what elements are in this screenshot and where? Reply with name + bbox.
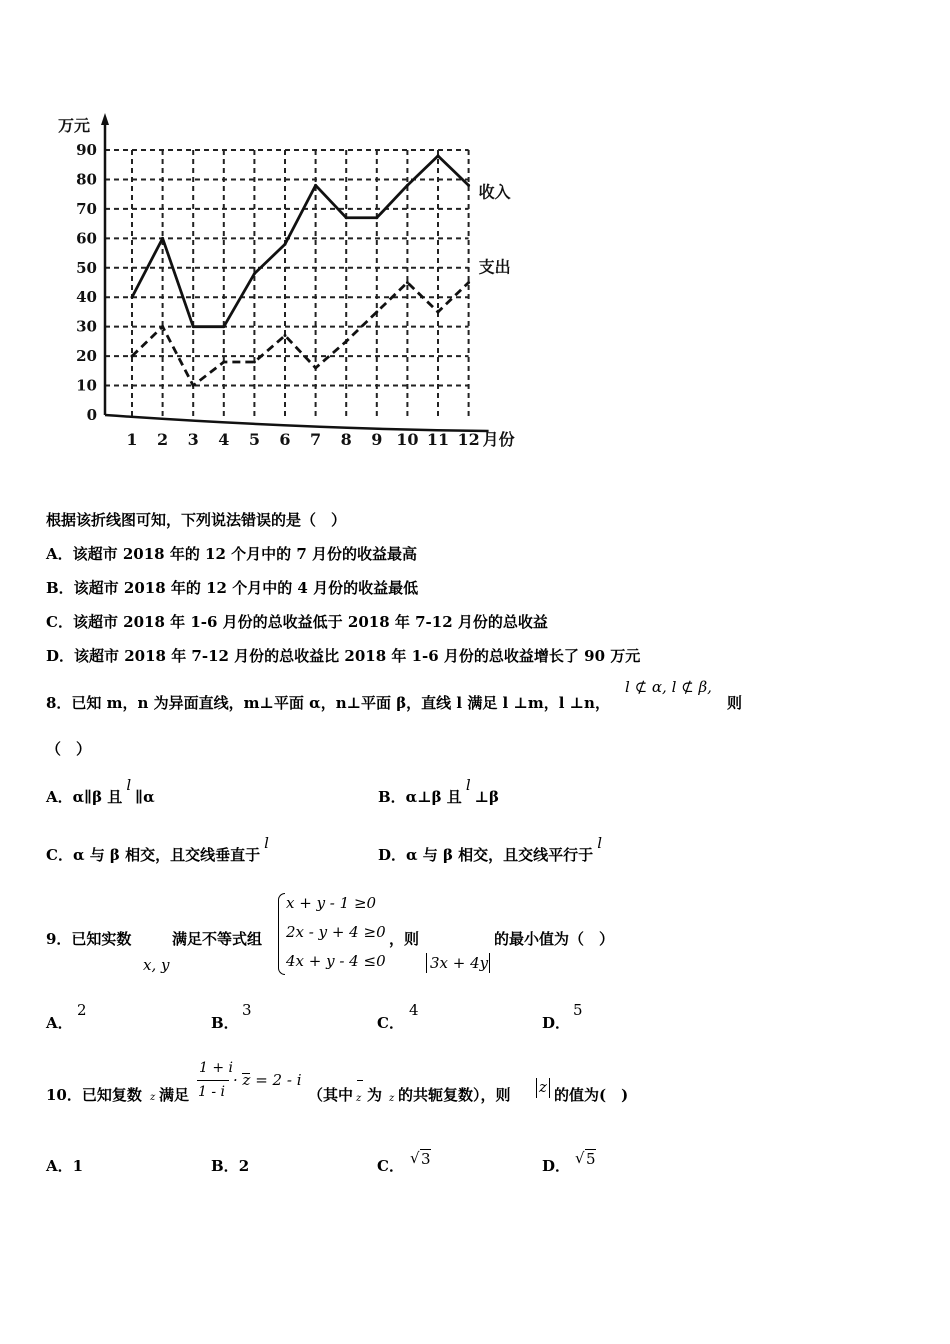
data-point (284, 334, 287, 337)
q8-stem: 8．已知 m，n 为异面直线，m⊥平面 α，n⊥平面 β，直线 l 满足 l ⊥m，l ⊥n， (46, 694, 610, 712)
q7-option-b[interactable]: B．该超市 2018 年的 12 个月中的 4 月份的收益最低 (46, 579, 419, 597)
x-tick-label: 2 (157, 430, 169, 449)
q10-abs-right (549, 1078, 550, 1098)
data-point (284, 243, 287, 246)
q7-option-a[interactable]: A．该超市 2018 年的 12 个月中的 7 月份的收益最高 (46, 545, 418, 563)
x-tick-label: 1 (126, 430, 138, 449)
q9-post: 的最小值为（ ） (494, 930, 615, 948)
y-tick-label: 10 (76, 376, 97, 395)
q9-option-c-value: 4 (409, 1001, 419, 1019)
q8-option-d-var: l (597, 834, 602, 852)
x-tick-label: 7 (310, 430, 322, 449)
q10-post: 的值为( ) (554, 1086, 629, 1104)
q8-option-c-var: l (264, 834, 269, 852)
x-tick-label: 6 (279, 430, 291, 449)
x-tick-label: 8 (340, 430, 352, 449)
data-point (406, 281, 409, 284)
q8-option-c-pre: C．α 与 β 相交，且交线垂直于 (46, 846, 261, 864)
q10-option-a-label: A． (46, 1157, 73, 1175)
q10-zbar-bar (357, 1080, 363, 1081)
data-point (375, 310, 378, 313)
q8-option-b-var: l (465, 776, 471, 794)
q8-option-b-pre: B．α⊥β 且 (378, 788, 462, 806)
q10-equation-rhs: · z = 2 - i (233, 1071, 302, 1089)
q9-abs-right (489, 953, 490, 973)
q10-option-c-label: C． (377, 1157, 404, 1175)
q9-option-d[interactable] (542, 1013, 570, 1033)
x-tick-label: 11 (426, 430, 450, 449)
q9-inequality-2: 2x - y + 4 ≥0 (286, 923, 386, 941)
q8-option-d[interactable] (378, 834, 602, 865)
q9-expression: 3x + 4y (430, 954, 489, 972)
y-tick-label: 60 (76, 229, 97, 248)
q10-option-d[interactable] (542, 1156, 570, 1176)
data-point (314, 184, 317, 187)
q9-option-c-label: C． (377, 1014, 404, 1032)
x-tick-label: 9 (371, 430, 383, 449)
q9-option-d-label: D． (542, 1014, 571, 1032)
data-point (253, 361, 256, 364)
q10-paren-pre: （其中 (308, 1086, 354, 1104)
q9-inequality-1: x + y - 1 ≥0 (286, 894, 377, 912)
q10-zbar-var: z (356, 1093, 362, 1104)
q10-option-a[interactable] (46, 1156, 83, 1176)
y-tick-label: 70 (76, 199, 97, 218)
q9-pre: 9．已知实数 (46, 930, 132, 948)
data-point (467, 281, 470, 284)
q9-option-c[interactable] (377, 1013, 404, 1033)
q9-brace (278, 893, 285, 975)
data-point (314, 366, 317, 369)
q10-option-c-value: 3 (421, 1150, 431, 1168)
q8-option-a-var: l (126, 776, 132, 794)
q8-option-c[interactable] (46, 834, 269, 865)
data-point (131, 355, 134, 358)
y-tick-label: 30 (76, 317, 97, 336)
q9-vars: x, y (143, 956, 170, 974)
x-tick-label: 4 (218, 430, 230, 449)
chart-svg (40, 105, 550, 475)
q10-option-b[interactable] (211, 1156, 249, 1176)
q10-z-var: z (150, 1092, 156, 1103)
y-tick-label: 50 (76, 258, 97, 277)
data-point (161, 325, 164, 328)
data-point (406, 184, 409, 187)
q9-inequality-3: 4x + y - 4 ≤0 (286, 952, 386, 970)
data-point (222, 325, 225, 328)
q8-option-b[interactable] (378, 776, 499, 807)
series-label-income: 收入 (478, 182, 511, 202)
x-tick-label: 10 (396, 430, 419, 449)
q10-fraction-denominator: 1 - i (198, 1084, 226, 1100)
q9-option-d-value: 5 (573, 1001, 583, 1019)
q9-option-b-label: B． (211, 1014, 239, 1032)
q10-option-c[interactable] (377, 1156, 404, 1176)
q9-then: ，则 (389, 930, 420, 948)
q8-option-b-post: ⊥β (474, 788, 499, 806)
data-point (192, 384, 195, 387)
q10-pre: 10．已知复数 (46, 1086, 142, 1104)
q10-paren-post: 的共轭复数），则 (398, 1086, 511, 1104)
q8-option-d-pre: D．α 与 β 相交，且交线平行于 (378, 846, 594, 864)
q10-option-a-value: 1 (72, 1157, 84, 1175)
q9-option-b[interactable] (211, 1013, 239, 1033)
q10-option-b-label: B． (211, 1157, 239, 1175)
q9-mid: 满足不等式组 (172, 930, 263, 948)
y-tick-label: 80 (76, 170, 97, 189)
q9-abs-left (426, 953, 427, 973)
data-point (345, 340, 348, 343)
q10-option-d-value: 5 (586, 1150, 596, 1168)
q8-option-a-pre: A．α∥β 且 (46, 788, 123, 806)
q9-option-b-value: 3 (242, 1001, 252, 1019)
q10-abs-left (536, 1078, 537, 1098)
y-tick-label: 0 (86, 406, 97, 424)
data-point (437, 310, 440, 313)
y-tick-label: 20 (76, 347, 97, 366)
q10-paren-mid: 为 (367, 1086, 383, 1104)
chart-axes (101, 113, 489, 431)
q10-option-c-sqrt-sign: √ (410, 1149, 420, 1167)
chart-series (131, 154, 471, 387)
q8-option-a-post: ∥α (135, 788, 155, 806)
chart-labels (58, 116, 515, 449)
series-label-expense: 支出 (478, 257, 511, 277)
data-point (253, 272, 256, 275)
q10-abs-z: z (539, 1078, 547, 1096)
q9-option-a-label: A． (46, 1014, 73, 1032)
q10-option-d-label: D． (542, 1157, 571, 1175)
x-tick-label: 5 (248, 430, 260, 449)
data-point (467, 184, 470, 187)
q10-fraction-numerator: 1 + i (199, 1060, 234, 1076)
y-tick-label: 90 (76, 141, 97, 159)
data-point (375, 216, 378, 219)
x-axis (105, 415, 489, 431)
q8-tail: 则 (727, 694, 743, 712)
q10-option-b-value: 2 (238, 1157, 250, 1175)
data-point (192, 325, 195, 328)
q8-condition: l ⊄ α, l ⊄ β, (625, 678, 712, 696)
series-line-income (132, 156, 469, 327)
q9-option-a-value: 2 (77, 1001, 87, 1019)
q7-stem: 根据该折线图可知，下列说法错误的是（ ） (46, 511, 347, 529)
q10-z-var-2: z (389, 1093, 395, 1104)
x-axis-title: 月份 (482, 430, 515, 449)
y-axis-title: 万元 (58, 116, 91, 135)
data-point (161, 237, 164, 240)
y-tick-label: 40 (76, 288, 97, 307)
x-tick-label: 12 (457, 430, 480, 449)
q8-option-a[interactable] (46, 776, 155, 807)
q10-option-d-sqrt-sign: √ (575, 1149, 585, 1167)
q7-option-c[interactable]: C．该超市 2018 年 1-6 月份的总收益低于 2018 年 7-12 月份的总收益 (46, 613, 548, 631)
data-point (222, 361, 225, 364)
q9-option-a[interactable] (46, 1013, 73, 1033)
x-tick-label: 3 (187, 430, 199, 449)
line-chart (40, 105, 550, 475)
q10-fraction-bar (197, 1080, 229, 1081)
y-axis-arrow (101, 113, 109, 125)
chart-grid (105, 150, 469, 417)
q8-answer-paren: （ ） (46, 740, 92, 758)
data-point (131, 296, 134, 299)
q7-option-d[interactable]: D．该超市 2018 年 7-12 月份的总收益比 2018 年 1-6 月份的总收益增长了 90 万元 (46, 647, 641, 665)
data-point (345, 216, 348, 219)
data-point (437, 154, 440, 157)
q10-mid: 满足 (159, 1086, 190, 1104)
